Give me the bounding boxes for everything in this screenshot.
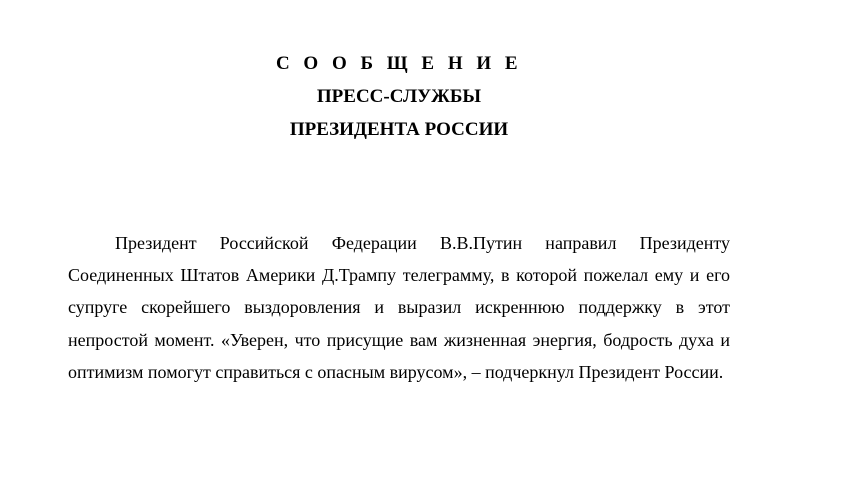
header-title-president: ПРЕЗИДЕНТА РОССИИ: [289, 119, 509, 140]
header-title-press-service: ПРЕСС-СЛУЖБЫ: [316, 86, 482, 107]
document-header: [0, 47, 798, 146]
header-title-message: С О О Б Щ Е Н И Е: [275, 53, 523, 74]
body-paragraph: Президент Российской Федерации В.В.Путин направил Президенту Соединенных Штатов Америки Д.Трампу телеграмму, в которой пожелал ему и его супруге скорейшего выздоровления и выразил искреннюю поддержку в этот непростой момент. «Уверен, что присущие вам жизненная энергия, бодрость духа и оптимизм помогут справиться с опасным вирусом», – подчеркнул Президент России.: [68, 233, 730, 382]
